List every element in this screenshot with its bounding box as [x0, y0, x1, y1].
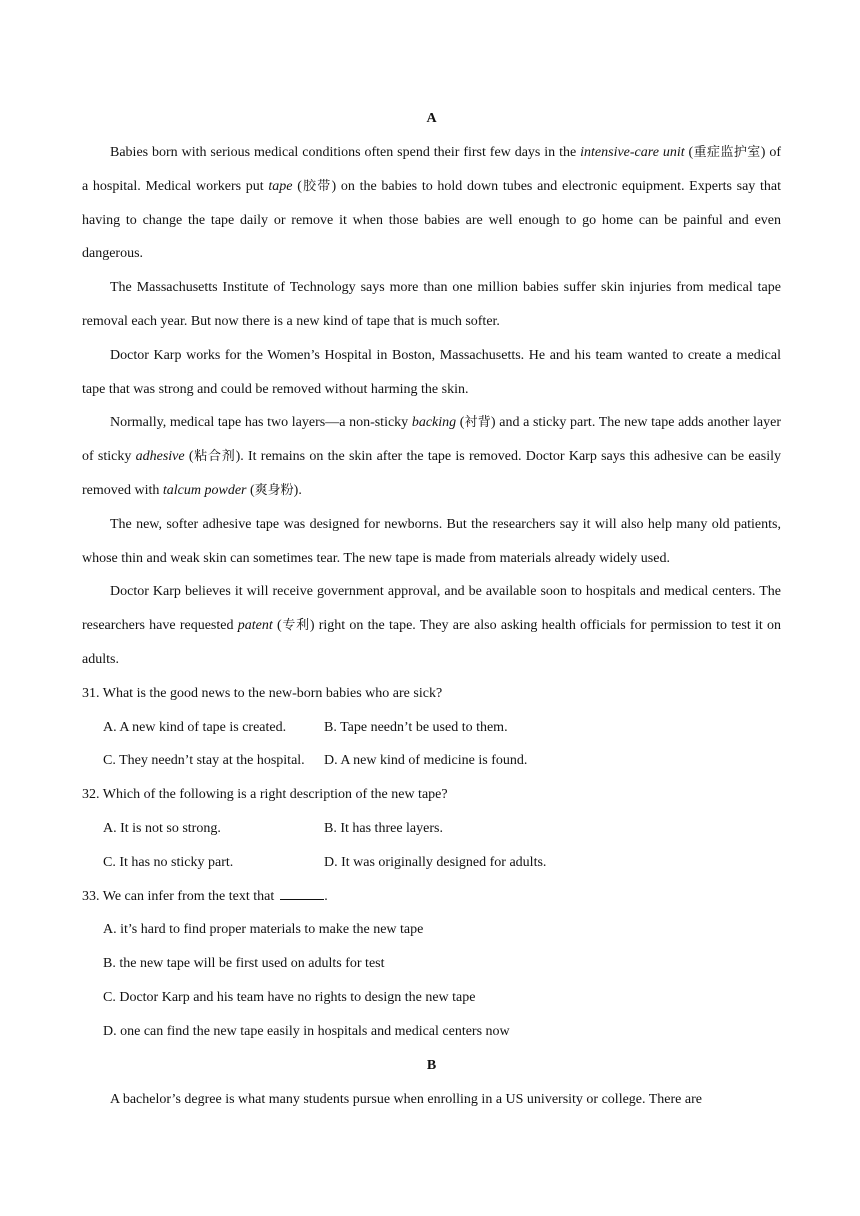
answer-blank: [280, 887, 324, 900]
stem-end: .: [324, 888, 328, 904]
text: Babies born with serious medical conditions often spend their first few days in the: [110, 145, 581, 160]
text: (: [456, 415, 465, 431]
text: (: [684, 145, 694, 160]
text: ) and a sticky part. The new tape adds another layer of sticky: [82, 415, 781, 465]
text: (: [272, 618, 282, 634]
term-intensive-care-unit: intensive-care unit: [580, 145, 685, 160]
paragraph-3: Doctor Karp works for the Women’s Hospital in Boston, Massachusetts. He and his team wanted to create a medical tape that was strong and could be removed without harming the skin.: [82, 347, 781, 397]
question-31-stem: 31. What is the good news to the new-born babies who are sick?: [82, 685, 443, 701]
text: ) on the babies to hold down tubes and electronic equipment. Experts say that having to change the tape daily or remove it when those babies are well enough to go home can be painful and even dangerous.: [82, 178, 781, 262]
option-a: A. A new kind of tape is created.: [103, 719, 287, 735]
text: (: [292, 178, 302, 194]
chinese-gloss: 重症监护室: [693, 145, 761, 160]
chinese-gloss: 衬背: [464, 415, 491, 431]
section-b-heading: B: [426, 1057, 437, 1073]
question-31-options: [82, 711, 781, 779]
chinese-gloss: 爽身粉: [254, 482, 294, 498]
paragraph-2: The Massachusetts Institute of Technology says more than one million babies suffer skin injuries from medical tape removal each year. But now there is a new kind of tape that is much softer.: [82, 280, 781, 329]
option-d: D. one can find the new tape easily in hospitals and medical centers now: [103, 1023, 510, 1039]
text: (: [184, 449, 194, 465]
option-b: B. It has three layers.: [324, 820, 443, 836]
paragraph-6: [82, 575, 781, 676]
term-tape: tape: [268, 178, 293, 194]
question-32-options: [82, 812, 781, 880]
chinese-gloss: 专利: [281, 618, 310, 634]
document-page: [82, 102, 781, 1116]
option-c: C. They needn’t stay at the hospital.: [103, 753, 305, 769]
stem-text: 33. We can infer from the text that: [82, 888, 275, 904]
paragraph-1: [82, 136, 781, 271]
chinese-gloss: 粘合剂: [193, 449, 236, 465]
text: ). It remains on the skin after the tape is removed. Doctor Karp says this adhesive can be easily removed with: [82, 449, 781, 498]
text: Normally, medical tape has two layers—a non-sticky: [110, 415, 412, 431]
term-backing: backing: [411, 415, 457, 431]
question-33-stem: [82, 880, 781, 914]
section-a-heading: A: [426, 111, 437, 126]
text: ).: [293, 482, 302, 498]
text: ) right on the tape. They are also asking health officials for permission to test it on adults.: [82, 618, 781, 667]
chinese-gloss: 胶带: [301, 178, 332, 194]
paragraph-4: [82, 406, 781, 507]
term-adhesive: adhesive: [135, 449, 185, 465]
option-c: C. It has no sticky part.: [103, 854, 234, 870]
question-32-stem: 32. Which of the following is a right description of the new tape?: [82, 787, 448, 803]
option-c: C. Doctor Karp and his team have no rights to design the new tape: [103, 989, 476, 1005]
option-a: A. it’s hard to find proper materials to make the new tape: [103, 922, 424, 938]
text: (: [246, 482, 255, 498]
text: ) of a hospital. Medical workers put: [82, 145, 781, 194]
term-talcum-powder: talcum powder: [162, 482, 247, 498]
paragraph-5: The new, softer adhesive tape was designed for newborns. But the researchers say it will also help many old patients, whose thin and weak skin can sometimes tear. The new tape is made from materials already widely used.: [82, 516, 781, 566]
text: Doctor Karp believes it will receive government approval, and be available soon to hospitals and medical centers. The researchers have requested: [82, 584, 781, 634]
option-b: B. Tape needn’t be used to them.: [324, 719, 508, 735]
option-b: B. the new tape will be first used on adults for test: [103, 956, 385, 972]
option-d: D. It was originally designed for adults.: [324, 854, 547, 870]
term-patent: patent: [237, 618, 273, 634]
option-a: A. It is not so strong.: [103, 820, 221, 836]
section-b-paragraph-1: A bachelor’s degree is what many students pursue when enrolling in a US university or college. There are: [110, 1091, 702, 1107]
option-d: D. A new kind of medicine is found.: [324, 753, 528, 769]
